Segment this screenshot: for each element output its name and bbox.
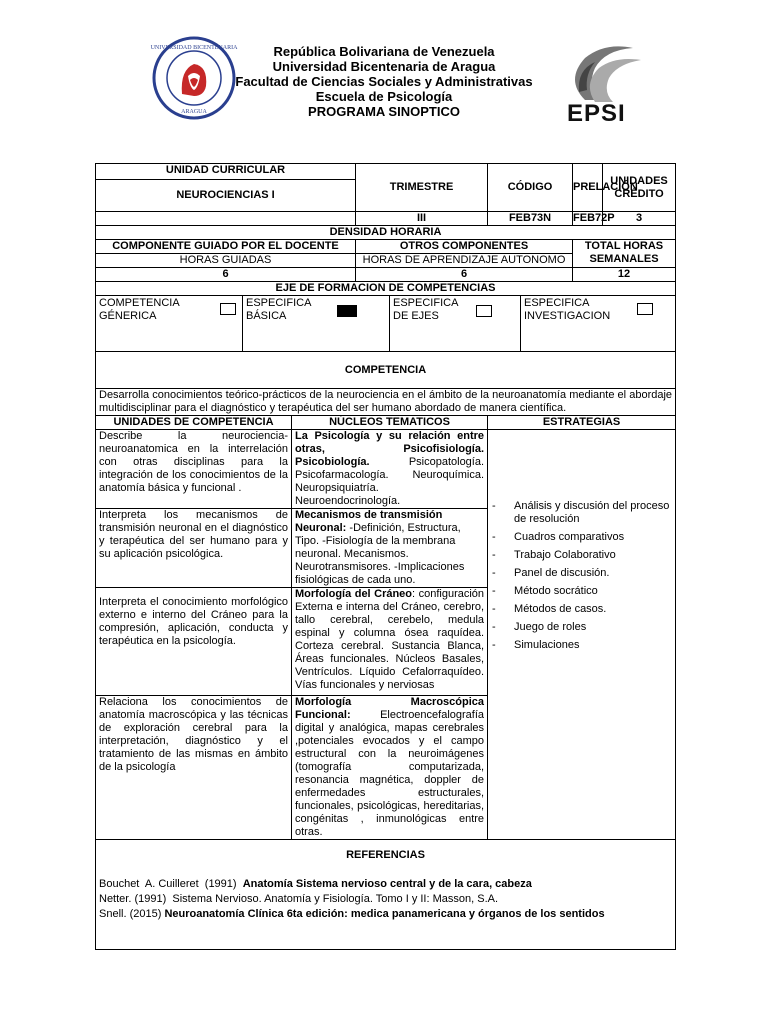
estrategia-item xyxy=(492,549,672,562)
eje-options-row xyxy=(96,296,676,352)
estrategia-text: Panel de discusión. xyxy=(514,567,610,579)
estrategia-text: Cuadros comparativos xyxy=(514,531,625,543)
blank-cell xyxy=(96,212,356,226)
eje-option-generica[interactable] xyxy=(96,296,243,351)
checkbox-empty[interactable] xyxy=(476,305,492,317)
checkbox-empty[interactable] xyxy=(220,303,236,315)
prelacion-label: PRELACIÓN xyxy=(573,164,603,212)
estrategia-item xyxy=(492,531,672,544)
nucleo-cell xyxy=(292,430,488,509)
componente-guiado-label: COMPONENTE GUIADO POR EL DOCENTE xyxy=(96,240,356,254)
col-estrategias-header: ESTRATEGIAS xyxy=(488,416,676,430)
horas-guiadas-value: 6 xyxy=(96,268,356,282)
referencias-list xyxy=(99,877,672,922)
estrategia-text: Métodos de casos. xyxy=(514,603,607,615)
unidad-curricular-value: NEUROCIENCIAS I xyxy=(96,180,356,212)
estrategia-item xyxy=(492,585,672,598)
estrategia-item xyxy=(492,500,672,526)
epsi-wordmark-icon xyxy=(567,100,649,127)
dash-bullet: - xyxy=(492,585,496,597)
unidad-cell: Interpreta los mecanismos de transmisión neuronal en el diagnóstico y terapéutica del ser humano para y su aplicación psicológica. xyxy=(96,509,292,588)
nucleo-body: Electroencefalografía digital y analógica, mapas cerebrales ,potenciales evocados y el campo estructural con la neuroimágenes (tomografía computarizada, resonancia magnética, doppler de enfermedades estructurales, funcionales, psicológicas, hereditarias, congénitas , inmunológicas entre otras. xyxy=(295,709,485,838)
trimestre-value: III xyxy=(356,212,488,226)
referencia-item xyxy=(99,892,672,907)
unidades-credito-label: UNIDADES CRÉDITO xyxy=(603,164,676,212)
referencia-title: Anatomía Sistema nervioso central y de la cara, cabeza xyxy=(242,878,532,890)
seal-text-top: UNIVERSIDAD BICENTENARIA xyxy=(150,45,238,51)
nucleo-body: Psicopatología. Psicofarmacología. Neuroquímica. Neuropsiquiatría. Neuroendocrinología. xyxy=(295,456,485,507)
dash-bullet: - xyxy=(492,567,496,579)
nucleo-title: Morfología del Cráneo xyxy=(295,588,413,600)
dash-bullet: - xyxy=(492,603,496,615)
estrategia-item xyxy=(492,567,672,580)
referencia-author: Bouchet A. Cuilleret (1991) xyxy=(99,878,243,890)
eje-option-basica[interactable] xyxy=(243,296,390,351)
unidad-cell: Describe la neurociencia-neuroanatomica en la interrelación con otras disciplinas para la integración de los conocimientos de la anatomía básica y funcional . xyxy=(96,430,292,509)
eje-option-label: ESPECIFICA INVESTIGACION xyxy=(524,297,611,322)
estrategias-list xyxy=(492,500,672,652)
nucleo-cell xyxy=(292,509,488,588)
dash-bullet: - xyxy=(492,549,496,561)
nucleo-cell xyxy=(292,588,488,696)
syllabus-table xyxy=(95,163,676,950)
total-horas-label: TOTAL HORAS SEMANALES xyxy=(573,240,676,268)
total-horas-value: 12 xyxy=(573,268,676,282)
referencias-cell xyxy=(96,840,676,950)
dash-bullet: - xyxy=(492,621,496,633)
estrategia-item xyxy=(492,621,672,634)
checkbox-empty[interactable] xyxy=(637,303,653,315)
epsi-wordmark: EPSI xyxy=(567,100,626,127)
trimestre-label: TRIMESTRE xyxy=(356,164,488,212)
competencia-title: COMPETENCIA xyxy=(96,352,676,389)
nucleo-body: : configuración Externa e interna del Cráneo, cerebro, tallo cerebral, cerebelo, medula espinal y columna ósea raquídea. Corteza cerebral. Sustancia Blanca, Áreas funcionales. Núcleos Basales, Ventrículos. Líquido Cefalorraquídeo. Vías funcionales y nerviosas xyxy=(295,588,485,691)
otros-componentes-label: OTROS COMPONENTES xyxy=(356,240,573,254)
nucleo-title: La Psicología y su relación entre otras, Psicofisiología. Psicobiología. xyxy=(295,430,485,468)
eje-option-label: ESPECIFICA DE EJES xyxy=(393,297,458,322)
col-unidades-header: UNIDADES DE COMPETENCIA xyxy=(96,416,292,430)
nucleo-cell xyxy=(292,696,488,840)
estrategia-text: Simulaciones xyxy=(514,639,580,651)
dash-bullet: - xyxy=(492,531,496,543)
estrategias-cell xyxy=(488,430,676,840)
nucleo-title: Mecanismos de transmisión Neuronal: xyxy=(295,509,443,534)
header-program: PROGRAMA SINOPTICO xyxy=(308,104,460,119)
codigo-value: FEB73N xyxy=(488,212,573,226)
prelacion-value: FEB72P xyxy=(573,212,615,224)
seal-text-bottom: ARAGUA xyxy=(181,109,207,115)
header-university: Universidad Bicentenaria de Aragua xyxy=(272,59,496,74)
eje-option-ejes[interactable] xyxy=(390,296,521,351)
estrategia-item xyxy=(492,639,672,652)
eje-option-label: ESPECIFICA BÁSICA xyxy=(246,297,311,322)
densidad-horaria-title: DENSIDAD HORARIA xyxy=(96,226,676,240)
estrategia-text: Juego de roles xyxy=(514,621,587,633)
referencias-title: REFERENCIAS xyxy=(346,849,425,861)
estrategia-text: Trabajo Colaborativo xyxy=(514,549,616,561)
estrategia-text: Método socrático xyxy=(514,585,598,597)
referencia-author: Snell. (2015) xyxy=(99,908,165,920)
header-country: República Bolivariana de Venezuela xyxy=(273,44,495,59)
header-school: Escuela de Psicología xyxy=(315,89,453,104)
unidades-credito-value: 3 xyxy=(603,212,676,226)
header-faculty: Facultad de Ciencias Sociales y Administrativas xyxy=(235,74,533,89)
referencia-item xyxy=(99,907,672,922)
referencia-item xyxy=(99,877,672,892)
eje-option-investigacion[interactable] xyxy=(521,296,675,351)
nucleo-body: -Definición, Estructura, Tipo. -Fisiología de la membrana neuronal. Mecanismos. Neurotransmisores. -Implicaciones fisiológicas de cada uno. xyxy=(295,522,465,586)
unidad-cell: Relaciona los conocimientos de anatomía macroscópica y las técnicas de exploración cerebral para la interpretación, diagnóstico y el tratamiento de las mismas en ámbito de la psicología xyxy=(96,696,292,840)
eje-formacion-title: EJE DE FORMACION DE COMPETENCIAS xyxy=(96,282,676,296)
estrategia-item xyxy=(492,603,672,616)
unidad-curricular-label: UNIDAD CURRICULAR xyxy=(96,164,356,180)
epsi-brand-text xyxy=(567,100,649,131)
col-nucleos-header: NÚCLEOS TEMATICOS xyxy=(292,416,488,430)
codigo-label: CÓDIGO xyxy=(488,164,573,212)
document-header xyxy=(200,44,568,119)
referencia-title: Neuroanatomía Clínica 6ta edición: medica panamericana y órganos de los sentidos xyxy=(164,908,605,920)
horas-guiadas-label: HORAS GUIADAS xyxy=(96,254,356,268)
estrategia-text: Análisis y discusión del proceso de resolución xyxy=(514,500,670,525)
unidad-cell: Interpreta el conocimiento morfológico externo e interno del Cráneo para la compresión, aplicación, conducta y terapéutica en la psicología. xyxy=(96,588,292,696)
nucleo-title: Morfología Macroscópica Funcional: xyxy=(295,696,485,721)
eje-option-label: COMPETENCIA GÉNERICA xyxy=(99,297,180,322)
competencia-text: Desarrolla conocimientos teórico-prácticos de la neurociencia en el ámbito de la neuroanatomía mediante el abordaje multidisciplinar para el diagnóstico y terapéutica del ser humano abordado de manera científica. xyxy=(96,389,676,416)
dash-bullet: - xyxy=(492,500,496,512)
dash-bullet: - xyxy=(492,639,496,651)
checkbox-checked[interactable] xyxy=(337,305,357,317)
horas-autonomo-label: HORAS DE APRENDIZAJE AUTONOMO xyxy=(356,254,573,268)
referencia-author: Netter. (1991) Sistema Nervioso. Anatomía y Fisiología. Tomo I y II: Masson, S.A. xyxy=(99,893,499,905)
horas-autonomo-value: 6 xyxy=(356,268,573,282)
